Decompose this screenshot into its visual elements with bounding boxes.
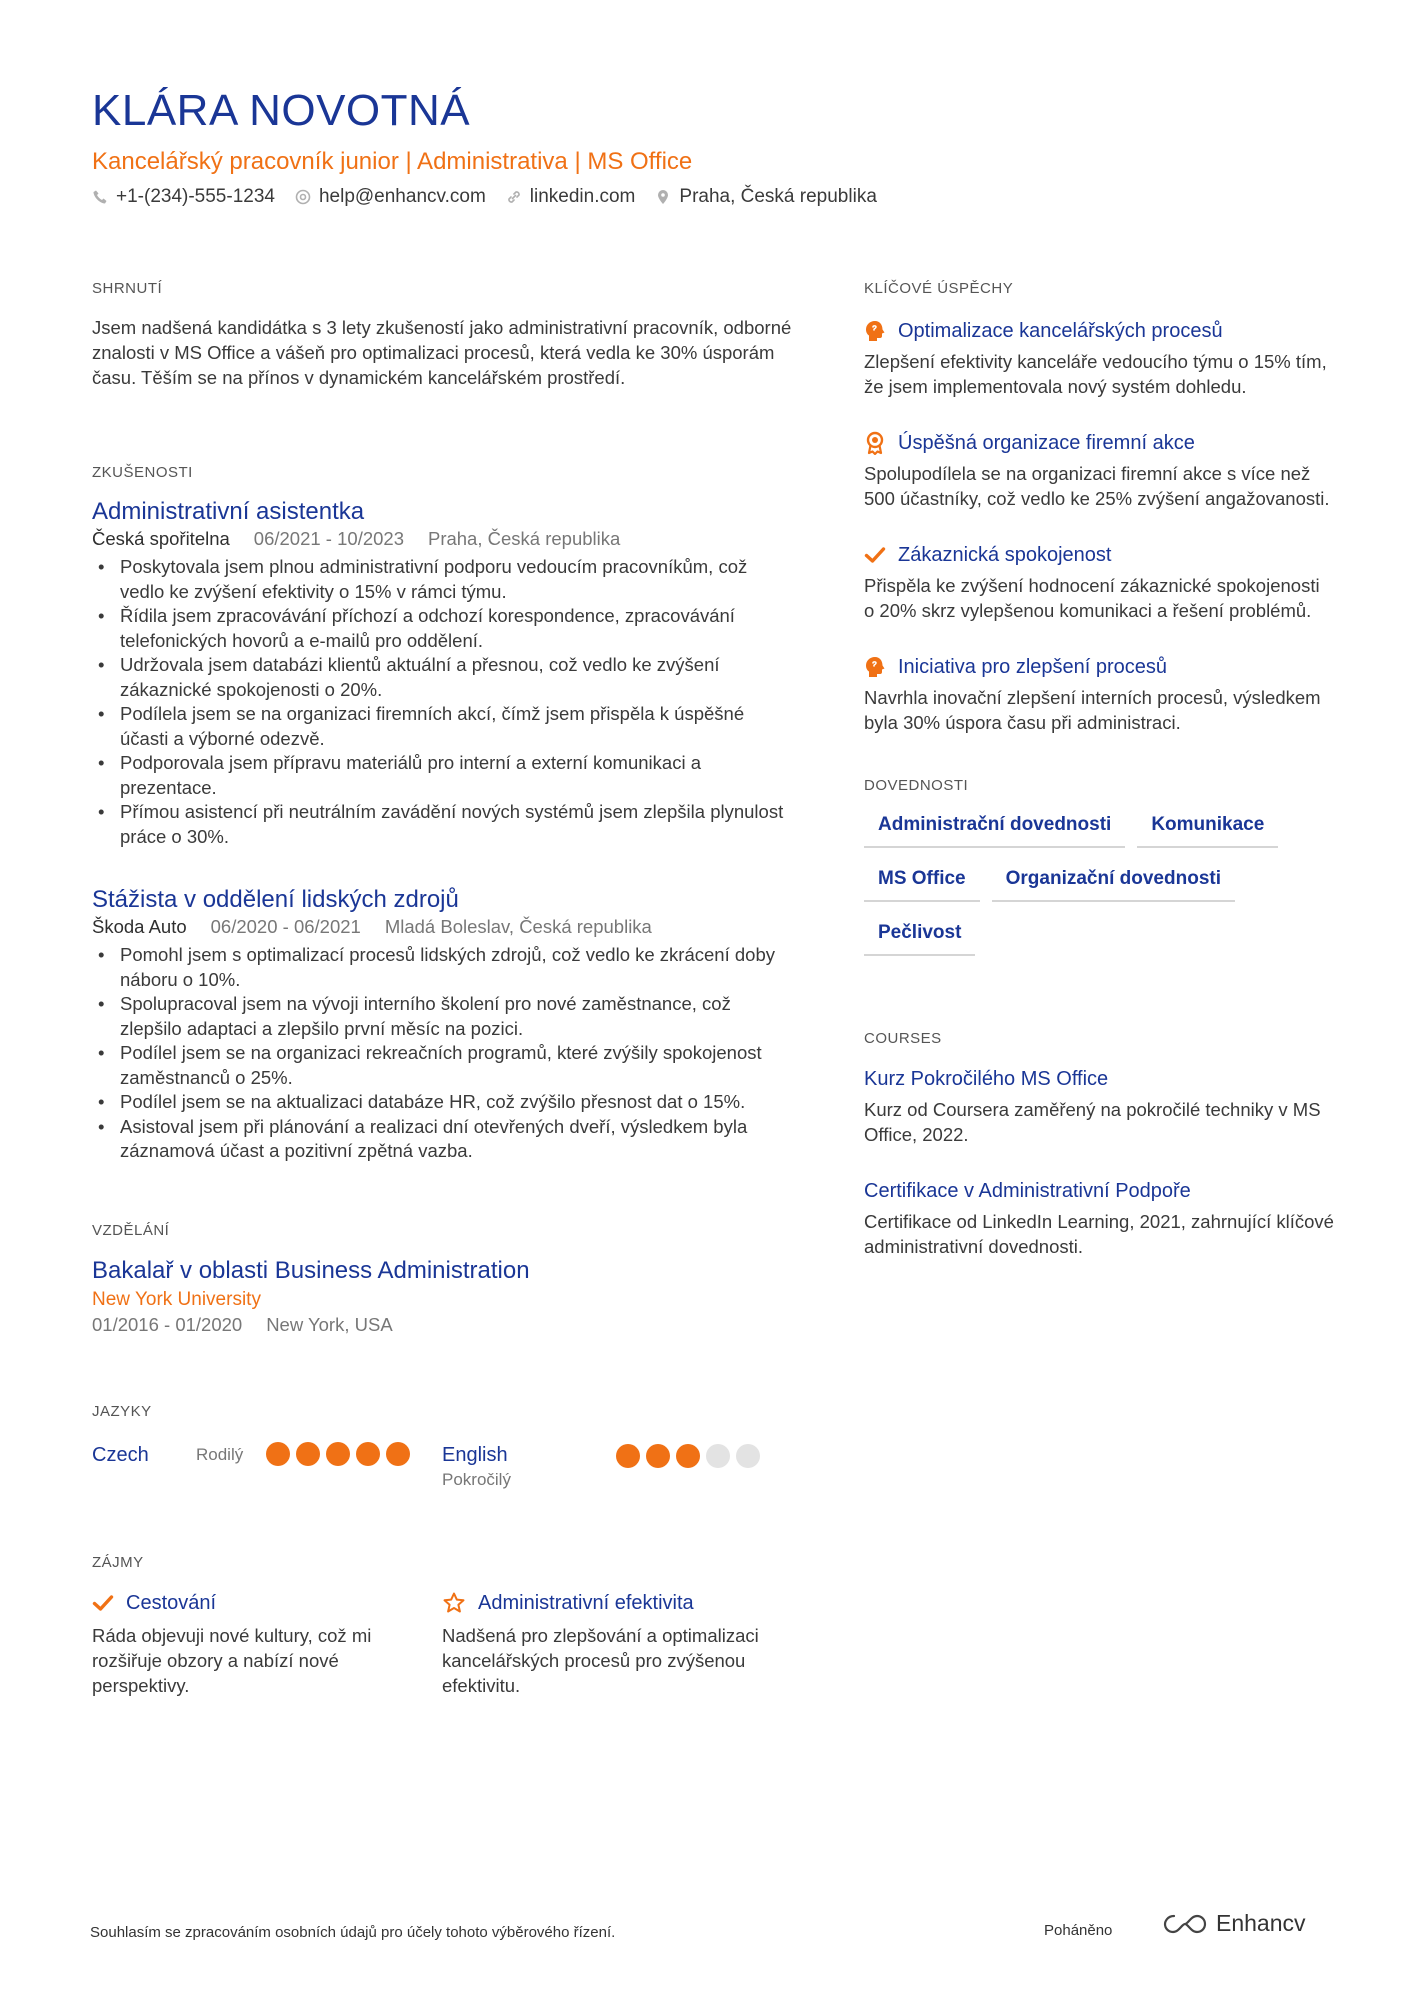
phone-icon (92, 189, 108, 205)
right-column (864, 280, 1334, 1289)
achievement-title: Zákaznická spokojenost (898, 544, 1112, 566)
achievement-title: Optimalizace kancelářských procesů (898, 320, 1223, 342)
consent-text: Souhlasím se zpracováním osobních údajů pro účely tohoto výběrového řízení. (90, 1924, 616, 1941)
summary-text: Jsem nadšená kandidátka s 3 lety zkušeností jako administrativní pracovník, odborné znalosti v MS Office a vášeň pro optimalizaci procesů, která vedla ke 30% úsporám času. Těším se na přínos v dynamickém kancelářském prostředí. (92, 317, 792, 388)
bullet-item: • Podílela jsem se na organizaci firemních akcí, čímž jsem přispěla k úspěšné účasti a výborné odezvě. (92, 702, 792, 751)
section-title: DOVEDNOSTI (864, 777, 969, 794)
languages-section (92, 1403, 792, 1492)
course-item (864, 1177, 1334, 1259)
section-title: ZKUŠENOSTI (92, 464, 193, 481)
job-entry (92, 885, 792, 1164)
achievements-section (864, 280, 1334, 735)
skills-list (864, 808, 1334, 956)
course-text: Certifikace od LinkedIn Learning, 2021, zahrnující klíčové administrativní dovednosti. (864, 1211, 1334, 1257)
brain-icon (864, 319, 886, 343)
degree: Bakalař v oblasti Business Administration (92, 1256, 530, 1284)
bullet-item: • Udržovala jsem databázi klientů aktuální a přesnou, což vedlo ke zvýšení zákaznické spokojenosti o 20%. (92, 653, 792, 702)
phone-text: +1-(234)-555-1234 (116, 186, 275, 207)
link-icon (506, 189, 522, 205)
skill-tag: Administrační dovednosti (864, 808, 1125, 848)
summary-section (92, 280, 792, 390)
skill-tag: MS Office (864, 862, 980, 902)
bullet-item: • Pomohl jsem s optimalizací procesů lidských zdrojů, což vedlo ke zkrácení doby náboru o 10%. (92, 943, 792, 992)
rating-dot-empty (706, 1444, 730, 1468)
rating-dot-filled (646, 1444, 670, 1468)
star-icon (442, 1591, 466, 1615)
rating-dot-filled (356, 1442, 380, 1466)
job-location: Praha, Česká republika (427, 528, 621, 549)
language-rating (616, 1444, 760, 1468)
interest-title: Administrativní efektivita (478, 1591, 694, 1614)
rating-dot-filled (676, 1444, 700, 1468)
language-item (442, 1442, 792, 1492)
brain-icon (864, 655, 886, 679)
education-section (92, 1222, 792, 1337)
contact-email[interactable] (295, 186, 486, 208)
achievement-text: Zlepšení efektivity kanceláře vedoucího týmu o 15% tím, že jsem implementovala nový systém dohledu. (864, 351, 1327, 397)
rating-dot-filled (326, 1442, 350, 1466)
language-item (92, 1442, 442, 1492)
section-title: COURSES (864, 1030, 942, 1047)
section-title: JAZYKY (92, 1402, 152, 1420)
achievement-header (864, 317, 1334, 345)
left-column (92, 280, 792, 1698)
language-level: Rodilý (196, 1444, 244, 1464)
achievement-item (864, 317, 1334, 399)
job-bullets (92, 943, 792, 1164)
language-name: Czech (92, 1443, 149, 1466)
interest-text: Nadšená pro zlepšování a optimalizaci kancelářských procesů pro zvýšenou efektivitu. (442, 1624, 759, 1696)
course-text: Kurz od Coursera zaměřený na pokročilé techniky v MS Office, 2022. (864, 1099, 1321, 1145)
course-item (864, 1065, 1334, 1147)
job-entry (92, 497, 792, 849)
bullet-item: • Řídila jsem zpracovávání příchozí a odchozí korespondence, zpracovávání telefonických hovorů a e-mailů pro oddělení. (92, 604, 792, 653)
job-title: Administrativní asistentka (92, 498, 365, 525)
contact-linkedin[interactable] (506, 186, 636, 208)
achievement-text: Spolupodílela se na organizaci firemní akce s více než 500 účastníky, což vedlo ke 25% zvýšení angažovanosti. (864, 463, 1330, 509)
candidate-name: KLÁRA NOVOTNÁ (92, 86, 471, 135)
interest-item (92, 1589, 442, 1698)
education-location: New York, USA (266, 1313, 393, 1335)
school: New York University (92, 1288, 261, 1310)
job-dates: 06/2021 - 10/2023 (253, 528, 404, 549)
rating-dot-filled (296, 1442, 320, 1466)
achievement-text: Navrhla inovační zlepšení interních procesů, výsledkem byla 30% úspora času při administraci. (864, 687, 1321, 733)
skill-tag: Komunikace (1137, 808, 1278, 848)
company-name: Škoda Auto (92, 916, 187, 937)
achievement-header (864, 541, 1334, 569)
achievement-title: Úspěšná organizace firemní akce (898, 432, 1195, 454)
job-meta (92, 915, 792, 939)
skills-section (864, 777, 1334, 956)
achievement-item (864, 541, 1334, 623)
interest-header (442, 1589, 792, 1617)
bullet-item: • Podílel jsem se na organizaci rekreačních programů, které zvýšily spokojenost zaměstnanců o 25%. (92, 1041, 792, 1090)
course-title: Kurz Pokročilého MS Office (864, 1068, 1109, 1090)
contact-bar (92, 186, 877, 208)
headline: Kancelářský pracovník junior | Administrativa | MS Office (92, 148, 693, 175)
achievement-item (864, 429, 1334, 511)
company-name: Česká spořitelna (92, 528, 230, 549)
check-icon (92, 1592, 114, 1614)
achievement-header (864, 429, 1334, 457)
enhancv-logo-icon (1162, 1912, 1208, 1936)
rating-dot-empty (736, 1444, 760, 1468)
rating-dot-filled (616, 1444, 640, 1468)
section-title: SHRNUTÍ (92, 280, 163, 297)
linkedin-text: linkedin.com (529, 186, 636, 207)
interests-list (92, 1589, 792, 1698)
job-location: Mladá Boleslav, Česká republika (384, 916, 652, 937)
section-title: KLÍČOVÉ ÚSPĚCHY (864, 280, 1014, 297)
bullet-item: • Přímou asistencí při neutrálním zavádění nových systémů jsem zlepšila plynulost práce o 30%. (92, 800, 792, 849)
achievement-title: Iniciativa pro zlepšení procesů (898, 656, 1168, 678)
experience-section (92, 464, 792, 1164)
at-icon (295, 189, 311, 205)
interest-item (442, 1589, 792, 1698)
interests-section (92, 1554, 792, 1698)
rating-dot-filled (386, 1442, 410, 1466)
bullet-item: • Spolupracoval jsem na vývoji interního školení pro nové zaměstnance, což zlepšilo adaptaci a zlepšilo první měsíc na pozici. (92, 992, 792, 1041)
achievement-item (864, 653, 1334, 735)
interest-header (92, 1589, 442, 1617)
courses-section (864, 1030, 1334, 1259)
job-dates: 06/2020 - 06/2021 (210, 916, 361, 937)
location-text: Praha, Česká republika (679, 186, 877, 207)
language-level: Pokročilý (442, 1469, 511, 1489)
award-icon (864, 431, 886, 455)
powered-by-label: Poháněno (1044, 1922, 1113, 1939)
job-title: Stážista v oddělení lidských zdrojů (92, 886, 459, 913)
job-meta (92, 527, 792, 551)
language-rating (266, 1442, 410, 1466)
bullet-item: • Podporovala jsem přípravu materiálů pro interní a externí komunikaci a prezentace. (92, 751, 792, 800)
achievement-header (864, 653, 1334, 681)
language-name: English (442, 1443, 508, 1466)
email-text: help@enhancv.com (318, 186, 486, 207)
brand-name: Enhancv (1216, 1910, 1306, 1936)
skill-tag: Pečlivost (864, 916, 975, 956)
skill-tag: Organizační dovednosti (992, 862, 1235, 902)
section-title: VZDĚLÁNÍ (92, 1221, 170, 1239)
bullet-item: • Podílel jsem se na aktualizaci databáze HR, což zvýšilo přesnost dat o 15%. (92, 1090, 792, 1115)
job-bullets (92, 555, 792, 849)
education-dates: 01/2016 - 01/2020 (92, 1313, 243, 1335)
location-pin-icon (655, 189, 671, 205)
interest-title: Cestování (126, 1591, 217, 1614)
education-meta (92, 1312, 792, 1337)
achievement-text: Přispěla ke zvýšení hodnocení zákaznické spokojenosti o 20% skrz vylepšenou komunikaci a řešení problémů. (864, 575, 1320, 621)
contact-location (655, 186, 877, 208)
check-icon (864, 544, 886, 566)
brand-logo[interactable] (1162, 1910, 1306, 1937)
section-title: ZÁJMY (92, 1553, 144, 1571)
contact-phone[interactable] (92, 186, 275, 208)
bullet-item: • Asistoval jsem při plánování a realizaci dní otevřených dveří, výsledkem byla záznamová účast a pozitivní zpětná vazba. (92, 1115, 792, 1164)
interest-text: Ráda objevuji nové kultury, což mi rozšiřuje obzory a nabízí nové perspektivy. (92, 1624, 372, 1696)
languages-list (92, 1442, 792, 1492)
rating-dot-filled (266, 1442, 290, 1466)
course-title: Certifikace v Administrativní Podpoře (864, 1180, 1191, 1202)
bullet-item: • Poskytovala jsem plnou administrativní podporu vedoucím pracovníkům, což vedlo ke zvýšení efektivity o 15% v rámci týmu. (92, 555, 792, 604)
